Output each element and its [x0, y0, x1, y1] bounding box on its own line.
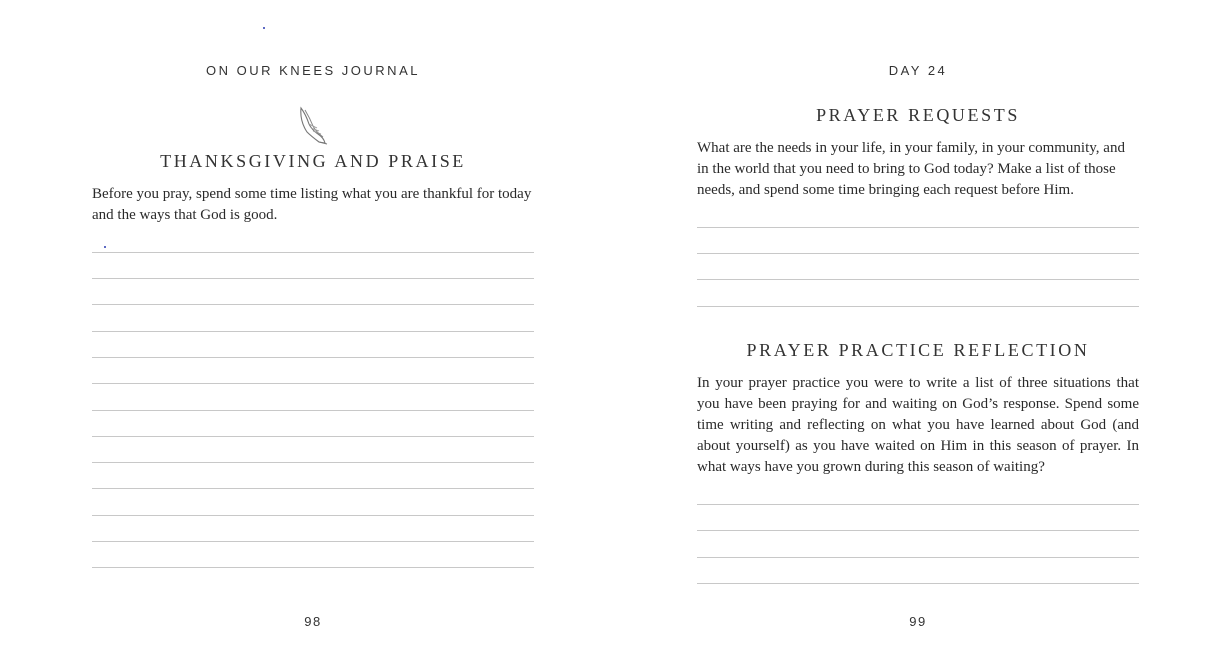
writing-line [697, 306, 1139, 307]
writing-line [697, 530, 1139, 531]
writing-line [92, 462, 534, 463]
prayer-requests-prompt: What are the needs in your life, in your family, in your community, and in the world that you need to bring to God today? Make a list of those needs, and spend some time bringing each request before Him. [697, 140, 1125, 198]
page-number-left: 98 [304, 614, 322, 629]
writing-line [92, 331, 534, 332]
writing-line [697, 583, 1139, 584]
writing-line [697, 504, 1139, 505]
writing-line [697, 557, 1139, 558]
section-title-prayer-practice-reflection: PRAYER PRACTICE REFLECTION [746, 340, 1090, 360]
writing-line [92, 357, 534, 358]
writing-line [92, 383, 534, 384]
section-title-thanksgiving: THANKSGIVING AND PRAISE [160, 151, 466, 171]
writing-line [92, 436, 534, 437]
reflection-prompt: In your prayer practice you were to write a list of three situations that you have been praying for and waiting on God’s response. Spend some time writing and reflecting on what you have learned about God (and about yourself) as you have waited on Him in this season of prayer. In what ways have you grown during this season of waiting? [697, 375, 1139, 475]
thanksgiving-prompt: Before you pray, spend some time listing what you are thankful for today and the ways that God is good. [92, 186, 532, 223]
writing-line [92, 541, 534, 542]
ink-dot [104, 246, 106, 248]
writing-line [92, 304, 534, 305]
writing-line [92, 252, 534, 253]
praying-hands-icon [295, 106, 331, 146]
writing-line [697, 253, 1139, 254]
running-head-right: DAY 24 [888, 63, 948, 78]
page-number-right: 99 [909, 614, 927, 629]
writing-line [697, 227, 1139, 228]
right-page [610, 0, 1220, 660]
running-head-left: ON OUR KNEES JOURNAL [206, 63, 420, 78]
writing-line [92, 278, 534, 279]
section-title-prayer-requests: PRAYER REQUESTS [816, 105, 1020, 125]
writing-line [92, 515, 534, 516]
writing-line [697, 279, 1139, 280]
writing-line [92, 410, 534, 411]
writing-line [92, 488, 534, 489]
writing-line [92, 567, 534, 568]
ink-dot [263, 27, 265, 29]
